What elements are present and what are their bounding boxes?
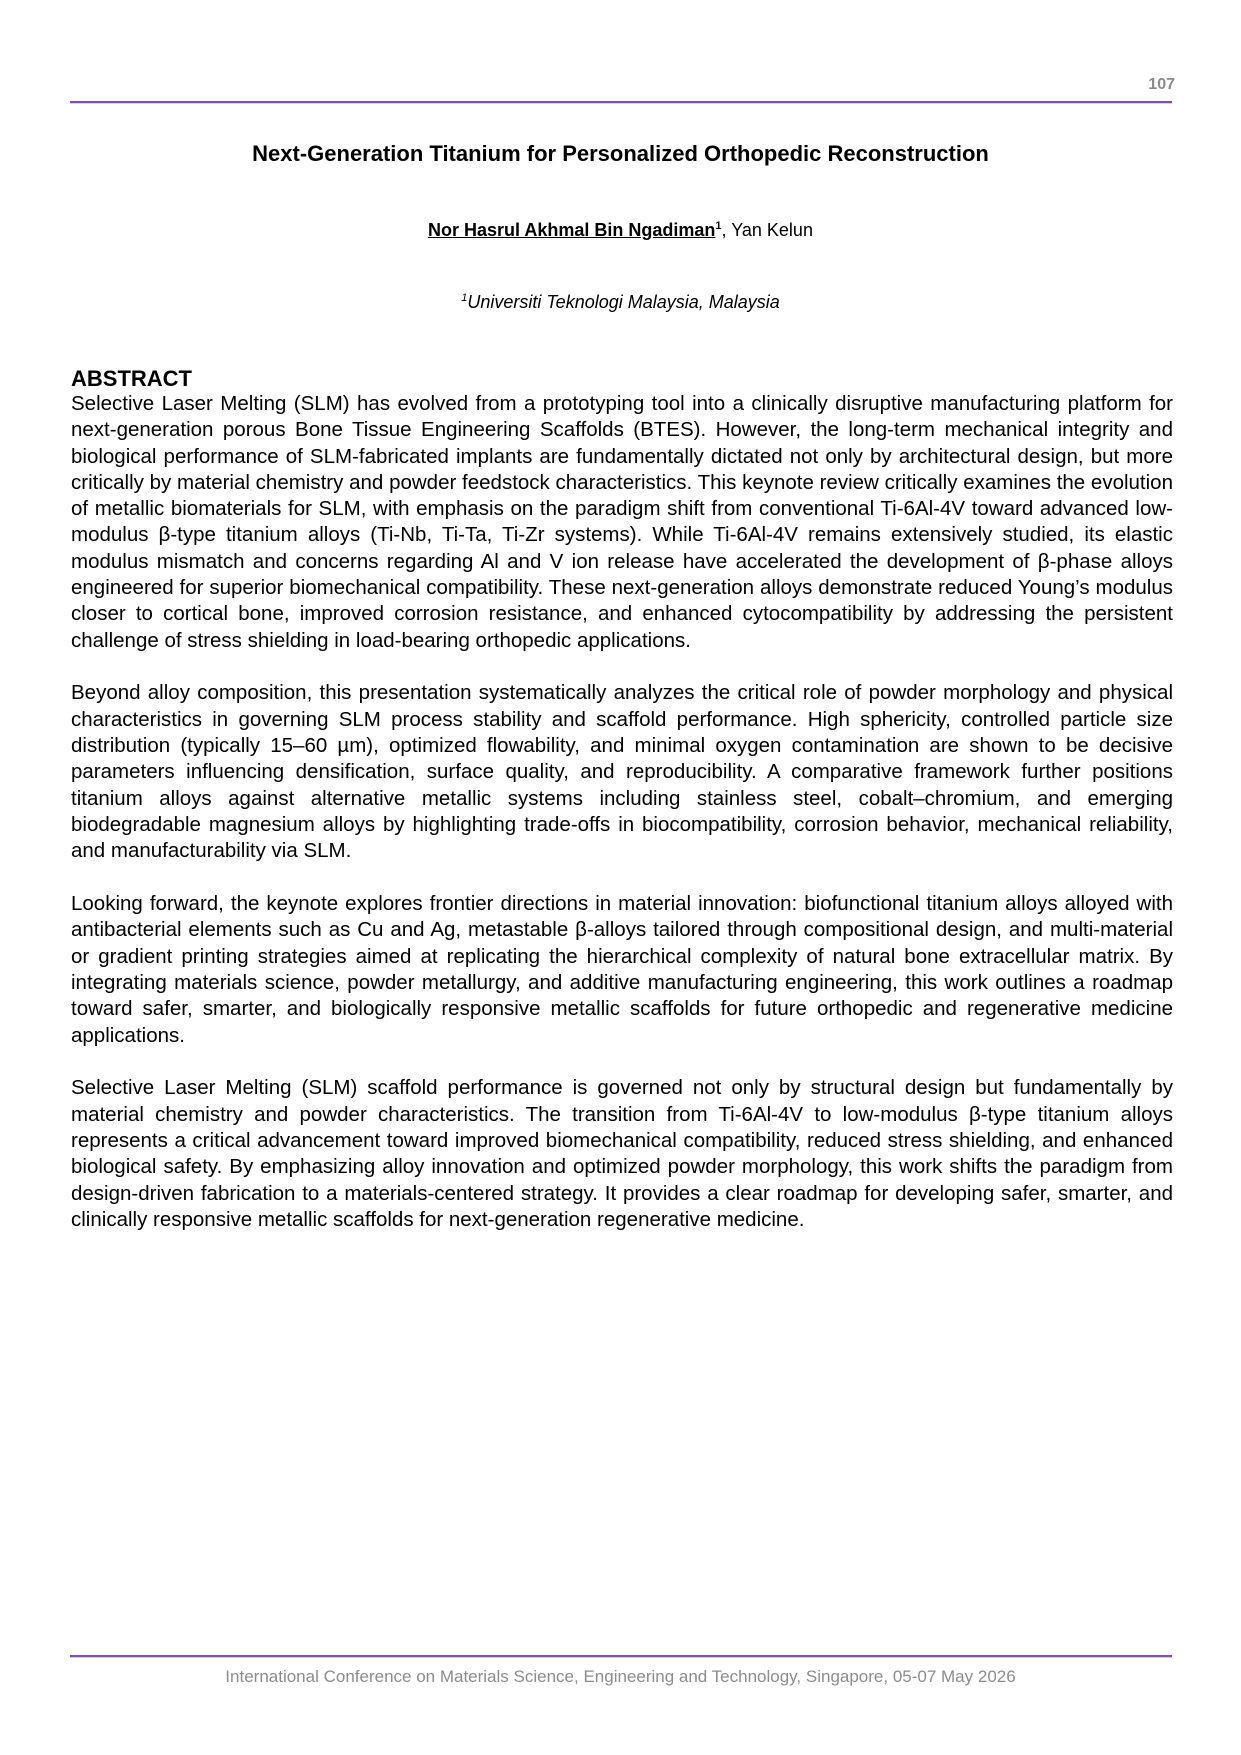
presenter-affiliation-mark: 1 [715, 220, 722, 232]
abstract-paragraph-1: Selective Laser Melting (SLM) has evolved from a prototyping tool into a clinically disruptive manufacturing platform for next-generation porous Bone Tissue Engineering Scaffolds (BTES). However, the long-term mechanical integrity and biological performance of SLM-fabricated implants are fundamentally dictated not only by architectural design, but more critically by material chemistry and powder feedstock characteristics. This keynote review critically examines the evolution of metallic biomaterials for SLM, with emphasis on the paradigm shift from conventional Ti-6Al-4V toward advanced low-modulus β-type titanium alloys (Ti-Nb, Ti-Ta, Ti-Zr systems). While Ti-6Al-4V remains extensively studied, its elastic modulus mismatch and concerns regarding Al and V ion release have accelerated the development of β-phase alloys engineered for superior biomechanical compatibility. These next-generation alloys demonstrate reduced Young’s modulus closer to cortical bone, improved corrosion resistance, and enhanced cytocompatibility by addressing the persistent challenge of stress shielding in load-bearing orthopedic applications. [71, 392, 1173, 652]
abstract-paragraph-2: Beyond alloy composition, this presentation systematically analyzes the critical role of powder morphology and physical characteristics in governing SLM process stability and scaffold performance. High sphericity, controlled particle size distribution (typically 15–60 µm), optimized flowability, and minimal oxygen contamination are shown to be decisive parameters influencing densification, surface quality, and reproducibility. A comparative framework further positions titanium alloys against alternative metallic systems including stainless steel, cobalt–chromium, and emerging biodegradable magnesium alloys by highlighting trade-offs in biocompatibility, corrosion behavior, mechanical reliability, and manufacturability via SLM. [71, 681, 1173, 863]
co-authors: , Yan Kelun [721, 220, 813, 240]
page-number: 107 [1148, 76, 1175, 93]
author-line [0, 220, 1241, 241]
abstract-paragraph-3: Looking forward, the keynote explores frontier directions in material innovation: biofunctional titanium alloys alloyed with antibacterial elements such as Cu and Ag, metastable β-alloys tailored through compositional design, and multi-material or gradient printing strategies aimed at replicating the hierarchical complexity of natural bone extracellular matrix. By integrating materials science, powder metallurgy, and additive manufacturing engineering, this work outlines a roadmap toward safer, smarter, and biologically responsive metallic scaffolds for future orthopedic and regenerative medicine applications. [71, 892, 1173, 1047]
presenting-author: Nor Hasrul Akhmal Bin Ngadiman [428, 220, 716, 240]
affiliation-text: Universiti Teknologi Malaysia, Malaysia [467, 292, 780, 312]
conference-footer: International Conference on Materials Science, Engineering and Technology, Singapore, 05-07 May 2026 [225, 1667, 1016, 1686]
affiliation-line [0, 292, 1241, 313]
abstract-heading: ABSTRACT [71, 366, 192, 391]
affiliation-mark: 1 [461, 292, 468, 304]
abstract-section [71, 366, 1173, 1260]
paper-title: Next-Generation Titanium for Personalized Orthopedic Reconstruction [252, 141, 989, 166]
footer-divider [70, 1655, 1172, 1657]
abstract-paragraph-4: Selective Laser Melting (SLM) scaffold performance is governed not only by structural design but fundamentally by material chemistry and powder characteristics. The transition from Ti-6Al-4V to low-modulus β-type titanium alloys represents a critical advancement toward improved biomechanical compatibility, reduced stress shielding, and enhanced biological safety. By emphasizing alloy innovation and optimized powder morphology, this work shifts the paradigm from design-driven fabrication to a materials-centered strategy. It provides a clear roadmap for developing safer, smarter, and clinically responsive metallic scaffolds for next-generation regenerative medicine. [71, 1076, 1173, 1231]
header-divider [70, 101, 1172, 103]
